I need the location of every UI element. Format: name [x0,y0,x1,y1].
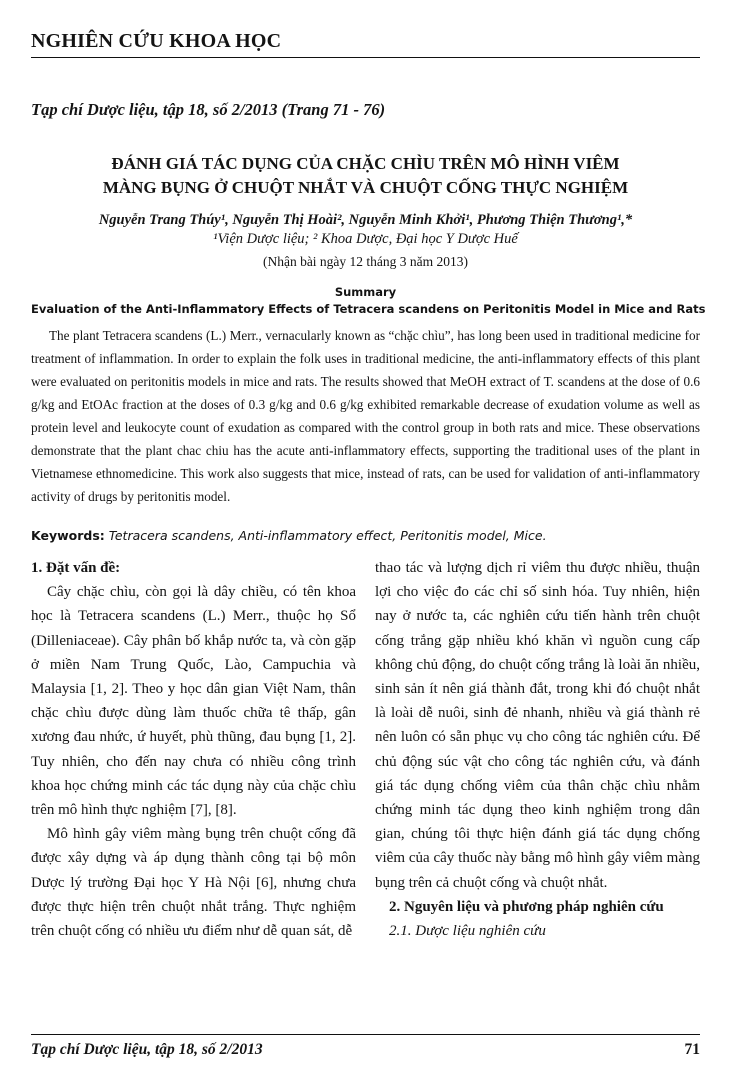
journal-citation: Tạp chí Dược liệu, tập 18, số 2/2013 (Trang 71 - 76) [31,100,386,119]
abstract: The plant Tetracera scandens (L.) Merr., vernacularly known as “chặc chìu”, has long been used in traditional medicine for treatment of inflammation. In order to explain the folk uses in traditional medicine, the anti-inflammatory effects of this plant were evaluated on peritonitis models in mice and rats. The results showed that MeOH extract of T. scandens at the dose of 0.6 g/kg and EtOAc fraction at the doses of 0.3 g/kg and 0.6 g/kg exhibited remarkable decrease of exudation volume as well as protein level and leukocyte count of exudation as compared with the control group in both rats and mice. These observations demonstrate that the plant chac chiu has the acute anti-inflammatory effects, supporting the traditional uses of the plant in Vietnamese ethnomedicine. This work also suggests that mice, instead of rats, can be used for validation of anti-inflammatory activity of drugs by peritonitis model. [31,328,700,504]
affiliations: ¹Viện Dược liệu; ² Khoa Dược, Đại học Y Dược Huế [213,231,518,247]
section-1-heading: 1. Đặt vấn đề: [31,560,121,576]
authors: Nguyễn Trang Thúy¹, Nguyễn Thị Hoài², Nguyễn Minh Khởi¹, Phương Thiện Thương¹,* [98,212,633,228]
paragraph-1: Cây chặc chìu, còn gọi là dây chiều, có tên khoa học là Tetracera scandens (L.) Merr., thuộc họ Sổ (Dilleniaceae). Cây phân bố khắp nước ta, và còn gặp ở miền Nam Trung Quốc, Lào, Campuchia và Malaysia [1, 2]. Theo y học dân gian Việt Nam, thân chặc chìu được dùng làm thuốc chữa tê thấp, gân xương đau nhức, ứ huyết, phù thũng, đau bụng [1, 2]. Tuy nhiên, cho đến nay chưa có nhiều công trình khoa học chứng minh các tác dụng này của chặc chìu trên mô hình thực nghiệm [7], [8]. [31,584,356,819]
page-number: 71 [684,1041,700,1058]
section-header: NGHIÊN CỨU KHOA HỌC [31,30,282,52]
keywords [31,528,700,543]
summary-title: Evaluation of the Anti-Inflammatory Effects of Tetracera scandens on Peritonitis Model in Mice and Rats [31,302,706,316]
title-line-1: ĐÁNH GIÁ TÁC DỤNG CỦA CHẶC CHÌU TRÊN MÔ HÌNH VIÊM [111,154,620,173]
summary-label: Summary [334,285,397,299]
article-title [31,152,700,200]
footer-rule [31,1034,700,1035]
keywords-label: Keywords: [31,528,105,543]
footer-journal: Tạp chí Dược liệu, tập 18, số 2/2013 [31,1041,263,1058]
body-column-right [375,556,700,943]
keywords-list: Tetracera scandens, Anti-inflammatory effect, Peritonitis model, Mice. [108,528,547,543]
section-2-heading: 2. Nguyên liệu và phương pháp nghiên cứu [389,898,664,915]
title-line-2: MÀNG BỤNG Ở CHUỘT NHẮT VÀ CHUỘT CỐNG THỰC NGHIỆM [102,178,629,197]
header-rule [31,57,700,58]
paragraph-2: Mô hình gây viêm màng bụng trên chuột cống đã được xây dựng và áp dụng thành công tại bộ môn Dược lý trường Đại học Y Hà Nội [6], nhưng chưa được thực hiện trên chuột nhắt trắng. Thực nghiệm trên chuột cống có nhiều ưu điểm như dễ quan sát, dễ [31,826,356,940]
subsection-2-1: 2.1. Dược liệu nghiên cứu [389,923,546,940]
paragraph-3: thao tác và lượng dịch rỉ viêm thu được nhiều, thuận lợi cho việc đo các chỉ số sinh hóa. Tuy nhiên, hiện nay ở nước ta, các nghiên cứu tiến hành trên chuột cống trắng gặp nhiều khó khăn vì nguồn cung cấp không chủ động, do chuột cống trắng là loài ăn nhiều, sinh sản ít nên giá thành đắt, trong khi đó chuột nhắt là loài dễ nuôi, sinh đẻ nhanh, nhiều và giá thành rẻ nên luôn có sẵn phục vụ cho công tác nghiên cứu. Để chủ động súc vật cho công tác nghiên cứu, và đánh giá tác dụng chống viêm của thân chặc chìu nhằm chứng minh tác dụng theo kinh nghiệm trong dân gian, chúng tôi thực hiện đánh giá tác dụng chống viêm của cây thuốc này bằng mô hình gây viêm màng bụng trên cả chuột cống và chuột nhắt. [375,560,700,891]
body-column-left [31,556,356,943]
received-date: (Nhận bài ngày 12 tháng 3 năm 2013) [262,254,469,269]
